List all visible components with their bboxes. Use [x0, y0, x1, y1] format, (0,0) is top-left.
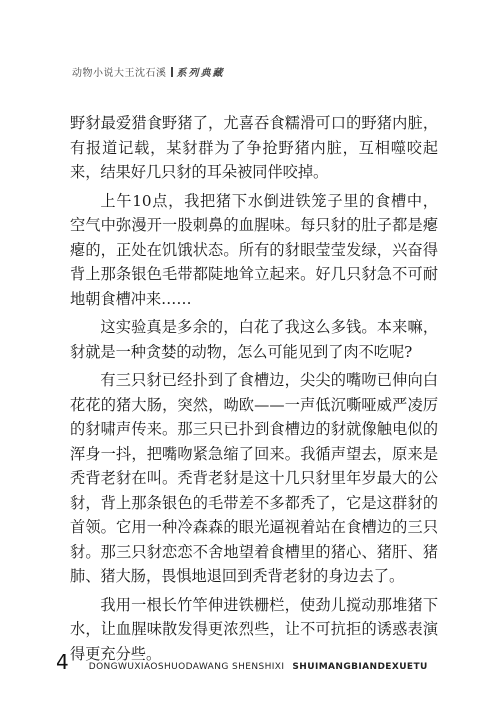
header-divider: [171, 67, 173, 77]
paragraph: 野豺最爱猎食野猪了，尤喜吞食糯滑可口的野猪内脏，有报道记载，某豺群为了争抢野猪内脏，互相噬咬起来，结果好几只豺的耳朵被同伴咬掉。: [70, 114, 438, 181]
paragraph: 上午10点，我把猪下水倒进铁笼子里的食槽中，空气中弥漫开一股刺鼻的血腥味。每只豺的肚子都是瘪瘪的，正处在饥饿状态。所有的豺眼莹莹发绿，兴奋得背上那条银色毛带都陡地耸立起来。好几只豺急不可耐地朝食槽冲来……: [70, 191, 438, 308]
book-title: 动物小说大王沈石溪: [72, 68, 167, 79]
paragraph: 我用一根长竹竿伸进铁栅栏，使劲儿搅动那堆猪下水，让血腥味散发得更浓烈些，让不可抗拒的诱惑表演得更充分些。: [70, 595, 438, 663]
paragraph: 这实验真是多余的，白花了我这么多钱。本来嘛，豺就是一种贪婪的动物，怎么可能见到了肉不吃呢?: [70, 318, 438, 361]
page-number: 4: [56, 650, 69, 674]
footer-author-pinyin: DONGWUXIAOSHUODAWANG SHENSHIXI: [88, 662, 285, 672]
paragraph: 有三只豺已经扑到了食槽边，尖尖的嘴吻已伸向白花花的猪大肠，突然，呦欧——一声低沉嘶哑威严凌厉的豺啸声传来。那三只已扑到食槽边的豺就像触电似的浑身一抖，把嘴吻紧急缩了回来。我循声望去，原来是秃背老豺在叫。秃背老豺是这十几只豺里年岁最大的公豺，背上那条银色的毛带差不多都秃了，它是这群豺的首领。它用一种冷森森的眼光逼视着站在食槽边的三只豺。那三只豺恋恋不舍地望着食槽里的猪心、猪肝、猪肺、猪大肠，畏惧地退回到秃背老豺的身边去了。: [70, 371, 438, 585]
page-footer: [56, 650, 436, 674]
body-text: [70, 111, 438, 670]
running-header: [72, 64, 225, 79]
series-title: 系列典藏: [176, 68, 225, 79]
footer-series-pinyin: SHUIMANGBIANDEXUETU: [292, 662, 428, 672]
